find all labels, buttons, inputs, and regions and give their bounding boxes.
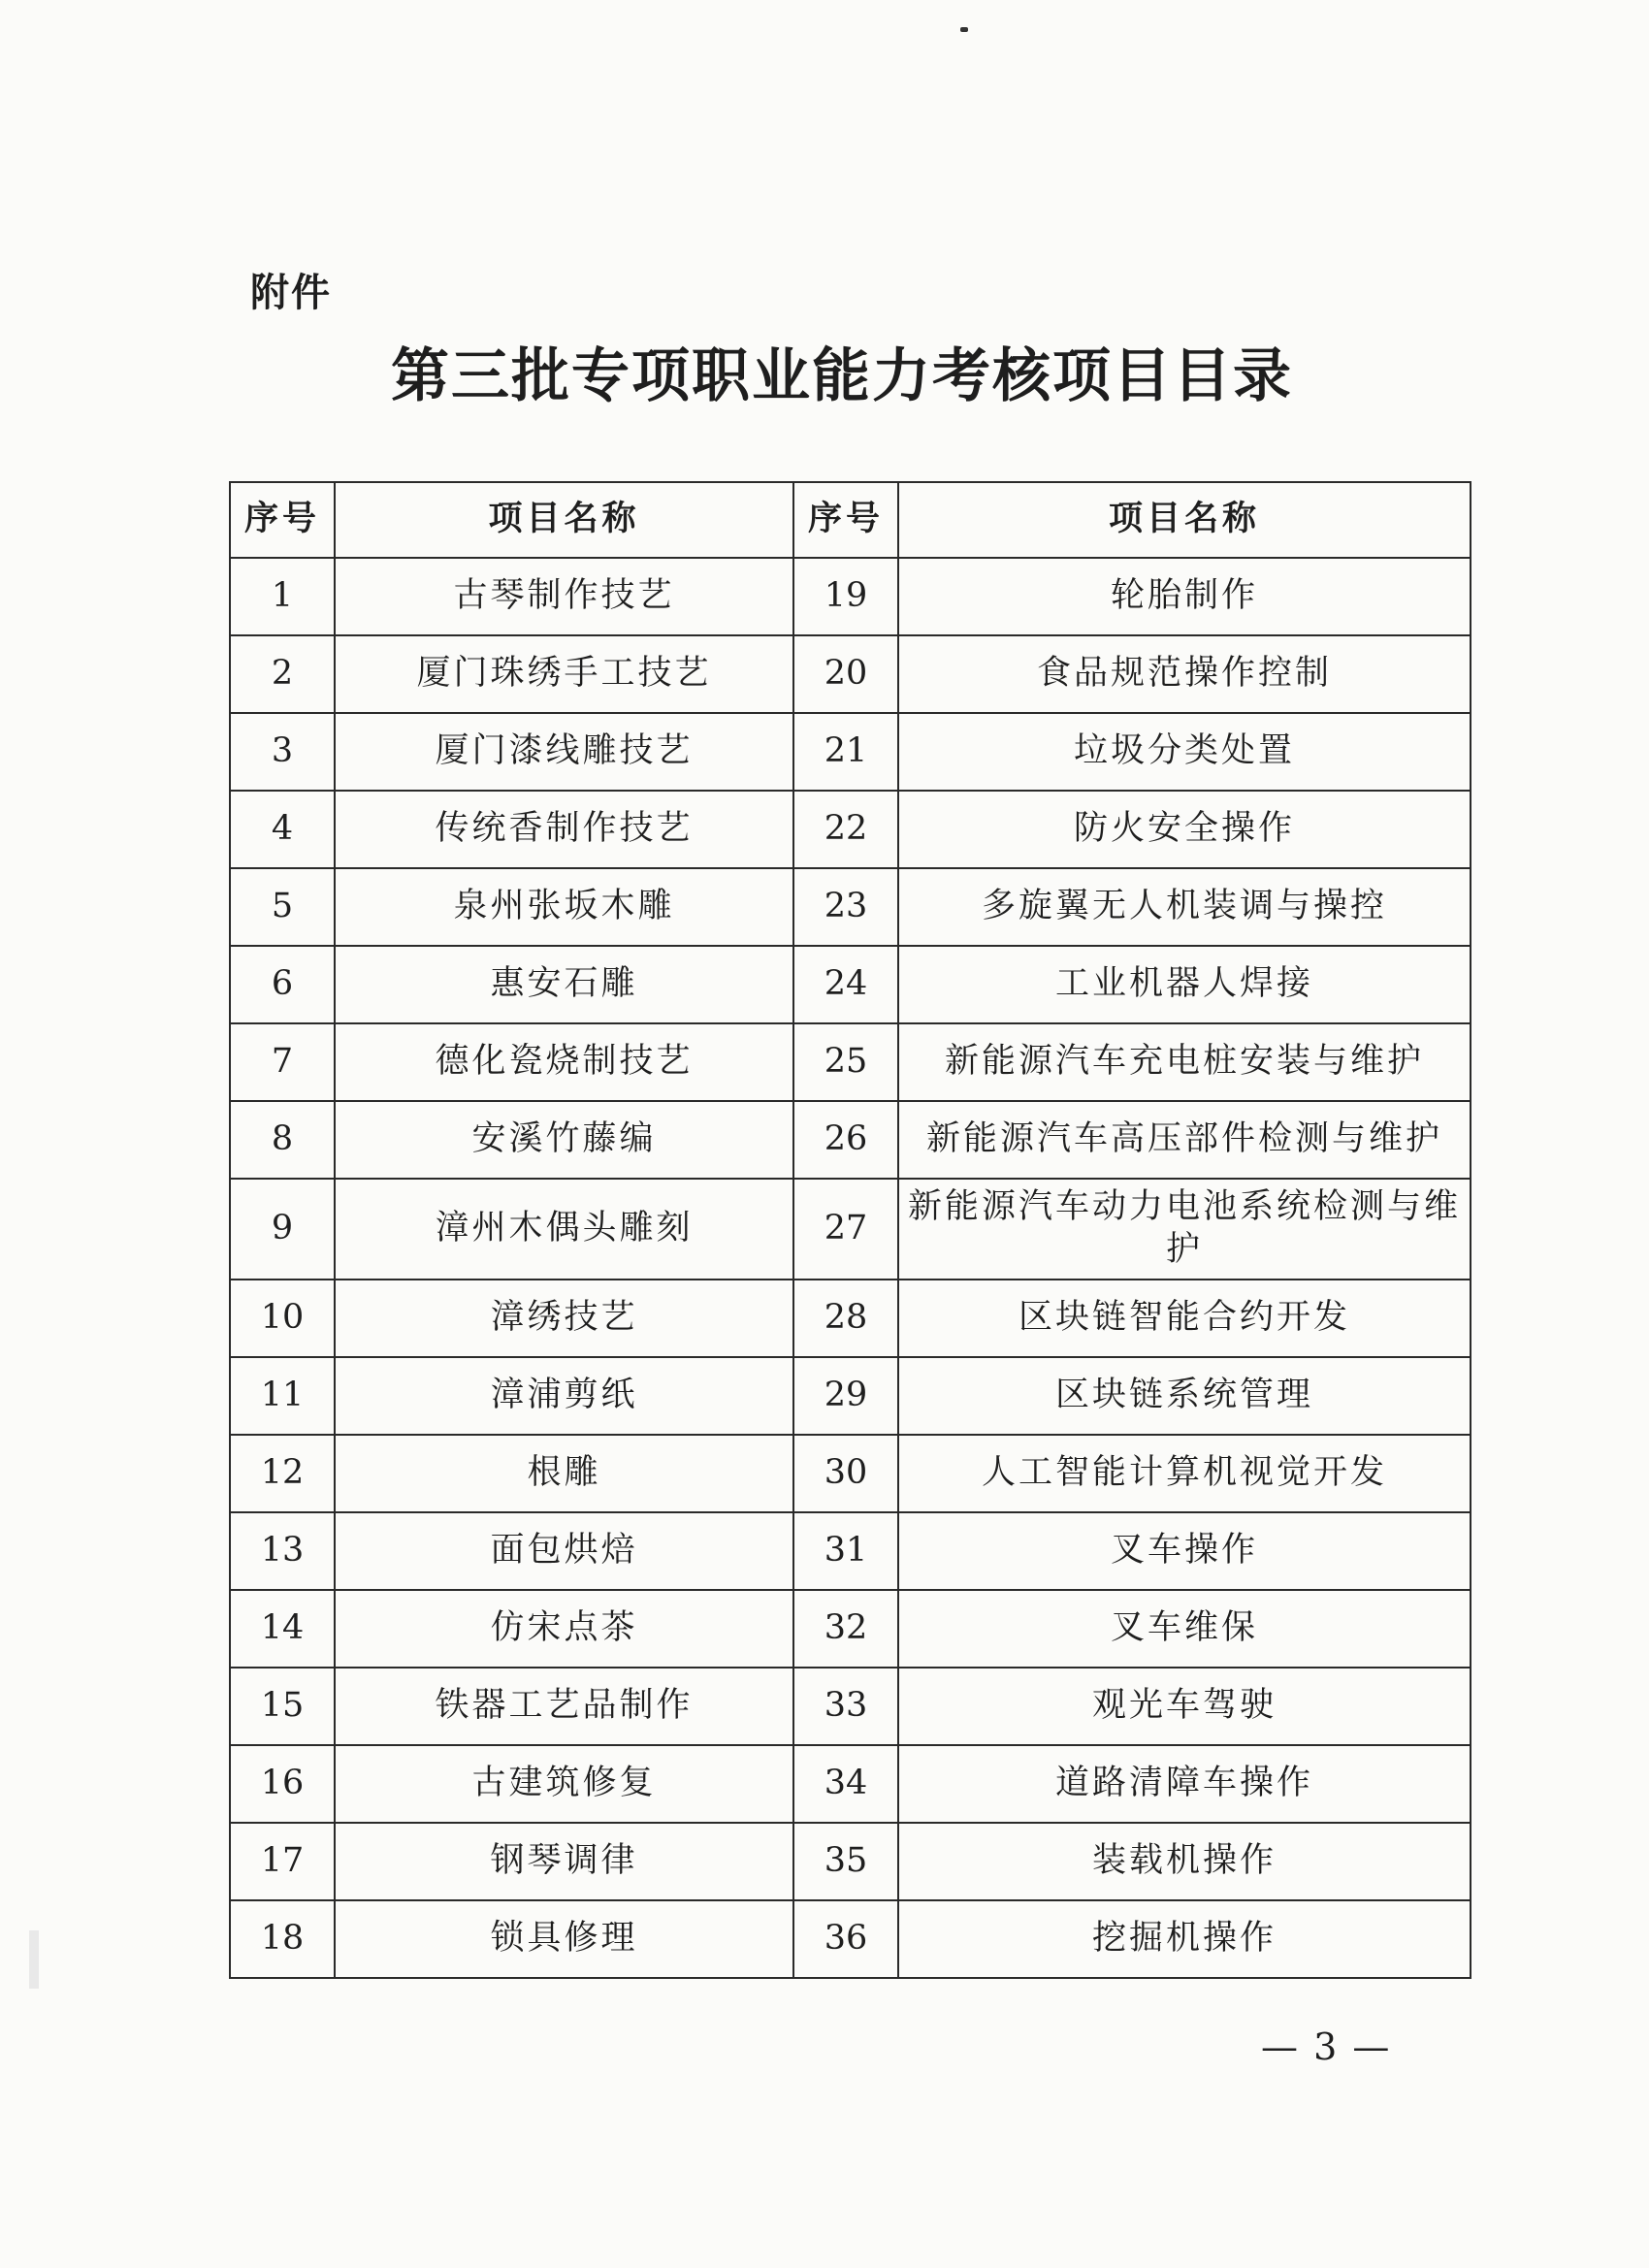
table-row [230,1900,1471,1978]
row-number: 3 [230,713,335,791]
row-project-name-2: 道路清障车操作 [898,1745,1471,1823]
column-header-name-2: 项目名称 [898,482,1471,558]
row-project-name: 仿宋点茶 [335,1590,793,1668]
row-number-2: 35 [793,1823,898,1900]
table-row [230,1179,1471,1280]
row-project-name: 锁具修理 [335,1900,793,1978]
row-project-name: 钢琴调律 [335,1823,793,1900]
row-project-name: 铁器工艺品制作 [335,1668,793,1745]
row-number-2: 34 [793,1745,898,1823]
table-row [230,558,1471,635]
row-project-name-2: 区块链智能合约开发 [898,1280,1471,1357]
table-row [230,1101,1471,1179]
page-number: — 3 — [1261,2025,1392,2068]
row-project-name: 安溪竹藤编 [335,1101,793,1179]
row-project-name: 德化瓷烧制技艺 [335,1023,793,1101]
scan-smudge [29,1930,39,1989]
row-number-2: 32 [793,1590,898,1668]
row-number: 6 [230,946,335,1023]
page-title: 第三批专项职业能力考核项目目录 [391,342,1293,410]
row-number: 13 [230,1512,335,1590]
row-project-name: 根雕 [335,1435,793,1512]
attachment-label: 附件 [250,271,332,315]
row-project-name: 面包烘焙 [335,1512,793,1590]
row-number: 9 [230,1179,335,1280]
row-project-name-2: 装载机操作 [898,1823,1471,1900]
row-number-2: 29 [793,1357,898,1435]
row-number-2: 36 [793,1900,898,1978]
row-number-2: 20 [793,635,898,713]
table-row [230,791,1471,868]
row-number-2: 31 [793,1512,898,1590]
row-project-name: 漳绣技艺 [335,1280,793,1357]
row-number: 1 [230,558,335,635]
table-row [230,1823,1471,1900]
table-row [230,1512,1471,1590]
column-header-name: 项目名称 [335,482,793,558]
table-row [230,635,1471,713]
row-project-name: 古建筑修复 [335,1745,793,1823]
row-project-name: 漳浦剪纸 [335,1357,793,1435]
row-number-2: 28 [793,1280,898,1357]
table-row [230,1590,1471,1668]
row-project-name-2: 轮胎制作 [898,558,1471,635]
table-row [230,1745,1471,1823]
scan-mark [960,27,968,32]
row-project-name-2: 观光车驾驶 [898,1668,1471,1745]
table-row [230,1357,1471,1435]
row-number: 7 [230,1023,335,1101]
row-number-2: 19 [793,558,898,635]
row-project-name: 惠安石雕 [335,946,793,1023]
row-number-2: 24 [793,946,898,1023]
row-project-name-2: 食品规范操作控制 [898,635,1471,713]
row-number: 18 [230,1900,335,1978]
row-number-2: 33 [793,1668,898,1745]
row-number: 8 [230,1101,335,1179]
row-number: 17 [230,1823,335,1900]
row-number: 16 [230,1745,335,1823]
row-number: 4 [230,791,335,868]
row-number-2: 25 [793,1023,898,1101]
table-header-row [230,482,1471,558]
row-project-name-2: 工业机器人焊接 [898,946,1471,1023]
row-project-name-2: 新能源汽车动力电池系统检测与维护 [898,1179,1471,1280]
column-header-number-2: 序号 [793,482,898,558]
row-project-name-2: 垃圾分类处置 [898,713,1471,791]
row-number: 5 [230,868,335,946]
row-project-name-2: 防火安全操作 [898,791,1471,868]
table-row [230,1280,1471,1357]
row-project-name-2: 新能源汽车高压部件检测与维护 [898,1101,1471,1179]
row-number: 10 [230,1280,335,1357]
row-project-name-2: 叉车维保 [898,1590,1471,1668]
row-project-name-2: 挖掘机操作 [898,1900,1471,1978]
row-project-name-2: 多旋翼无人机装调与操控 [898,868,1471,946]
row-number: 11 [230,1357,335,1435]
row-number: 14 [230,1590,335,1668]
row-project-name: 厦门漆线雕技艺 [335,713,793,791]
row-project-name-2: 新能源汽车充电桩安装与维护 [898,1023,1471,1101]
project-catalog-table [229,481,1471,1979]
row-project-name-2: 人工智能计算机视觉开发 [898,1435,1471,1512]
row-number-2: 21 [793,713,898,791]
row-number-2: 22 [793,791,898,868]
row-project-name: 泉州张坂木雕 [335,868,793,946]
row-number-2: 30 [793,1435,898,1512]
table-row [230,1435,1471,1512]
row-number: 12 [230,1435,335,1512]
row-number-2: 23 [793,868,898,946]
row-project-name: 漳州木偶头雕刻 [335,1179,793,1280]
table-row [230,868,1471,946]
row-project-name: 传统香制作技艺 [335,791,793,868]
table-row [230,713,1471,791]
row-project-name-2: 区块链系统管理 [898,1357,1471,1435]
table-row [230,946,1471,1023]
row-number: 2 [230,635,335,713]
row-project-name-2: 叉车操作 [898,1512,1471,1590]
table-row [230,1023,1471,1101]
row-project-name: 厦门珠绣手工技艺 [335,635,793,713]
row-project-name: 古琴制作技艺 [335,558,793,635]
row-number-2: 27 [793,1179,898,1280]
row-number-2: 26 [793,1101,898,1179]
column-header-number: 序号 [230,482,335,558]
row-number: 15 [230,1668,335,1745]
table-row [230,1668,1471,1745]
